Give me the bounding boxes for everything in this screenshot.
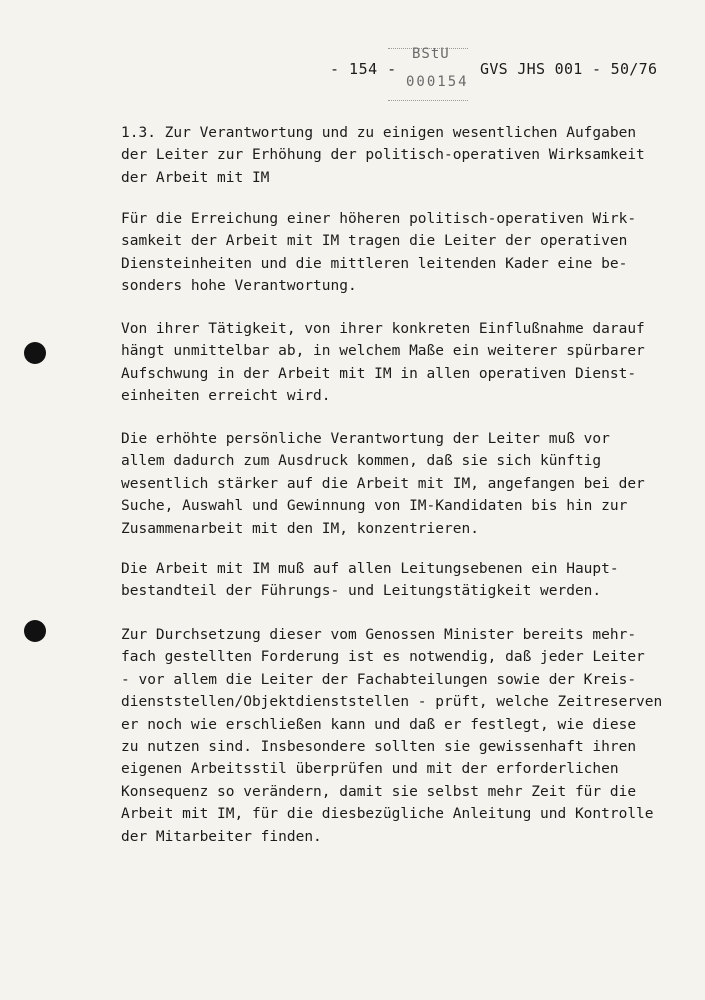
paragraph-2: Von ihrer Tätigkeit, von ihrer konkreten Einflußnahme darauf hängt unmittelbar ab, in welchem Maße ein weiterer spürbarer Aufschwung in der Arbeit mit IM in allen operativen Dienst- einheiten erreicht wird. bbox=[121, 321, 645, 405]
stamp-number: 000154 bbox=[406, 74, 469, 90]
punch-hole-bottom bbox=[24, 620, 46, 642]
paragraph-4: Die Arbeit mit IM muß auf allen Leitungsebenen ein Haupt- bestandteil der Führungs- und Leitungstätigkeit werden. bbox=[121, 561, 619, 600]
paragraph-5: Zur Durchsetzung dieser vom Genossen Minister bereits mehr- fach gestellten Forderung ist es notwendig, daß jeder Leiter - vor allem die Leiter der Fachabteilungen sowie der Kreis- dienststellen/Objektdienststellen - prüft, welche Zeitreserven er noch wie erschließen kann und daß er festlegt, wie diese zu nutzen sind. Insbesondere sollten sie gewissenhaft ihren eigenen Arbeitsstil überprüfen und mit der erforderlichen Konsequenz so verändern, damit sie selbst mehr Zeit für die Arbeit mit IM, für die diesbezügliche Anleitung und Kontrolle der Mitarbeiter finden. bbox=[121, 627, 663, 845]
document-reference: GVS JHS 001 - 50/76 bbox=[480, 60, 658, 78]
archive-stamp bbox=[388, 46, 468, 106]
paragraph-3: Die erhöhte persönliche Verantwortung der Leiter muß vor allem dadurch zum Ausdruck kommen, daß sie sich künftig wesentlich stärker auf die Arbeit mit IM, angefangen bei der Suche, Auswahl und Gewinnung von IM-Kandidaten bis hin zur Zusammenarbeit mit den IM, konzentrieren. bbox=[121, 431, 645, 537]
punch-hole-top bbox=[24, 342, 46, 364]
page-number: - 154 - bbox=[330, 60, 397, 78]
section-heading: 1.3. Zur Verantwortung und zu einigen wesentlichen Aufgaben der Leiter zur Erhöhung der politisch-operativen Wirksamkeit der Arbeit mit IM bbox=[121, 125, 645, 186]
stamp-label: BStU bbox=[412, 46, 450, 62]
paragraph-1: Für die Erreichung einer höheren politisch-operativen Wirk- samkeit der Arbeit mit IM tragen die Leiter der operativen Diensteinheiten und die mittleren leitenden Kader eine be- sonders hohe Verantwortung. bbox=[121, 211, 637, 295]
stamp-rule-bottom bbox=[388, 100, 468, 101]
